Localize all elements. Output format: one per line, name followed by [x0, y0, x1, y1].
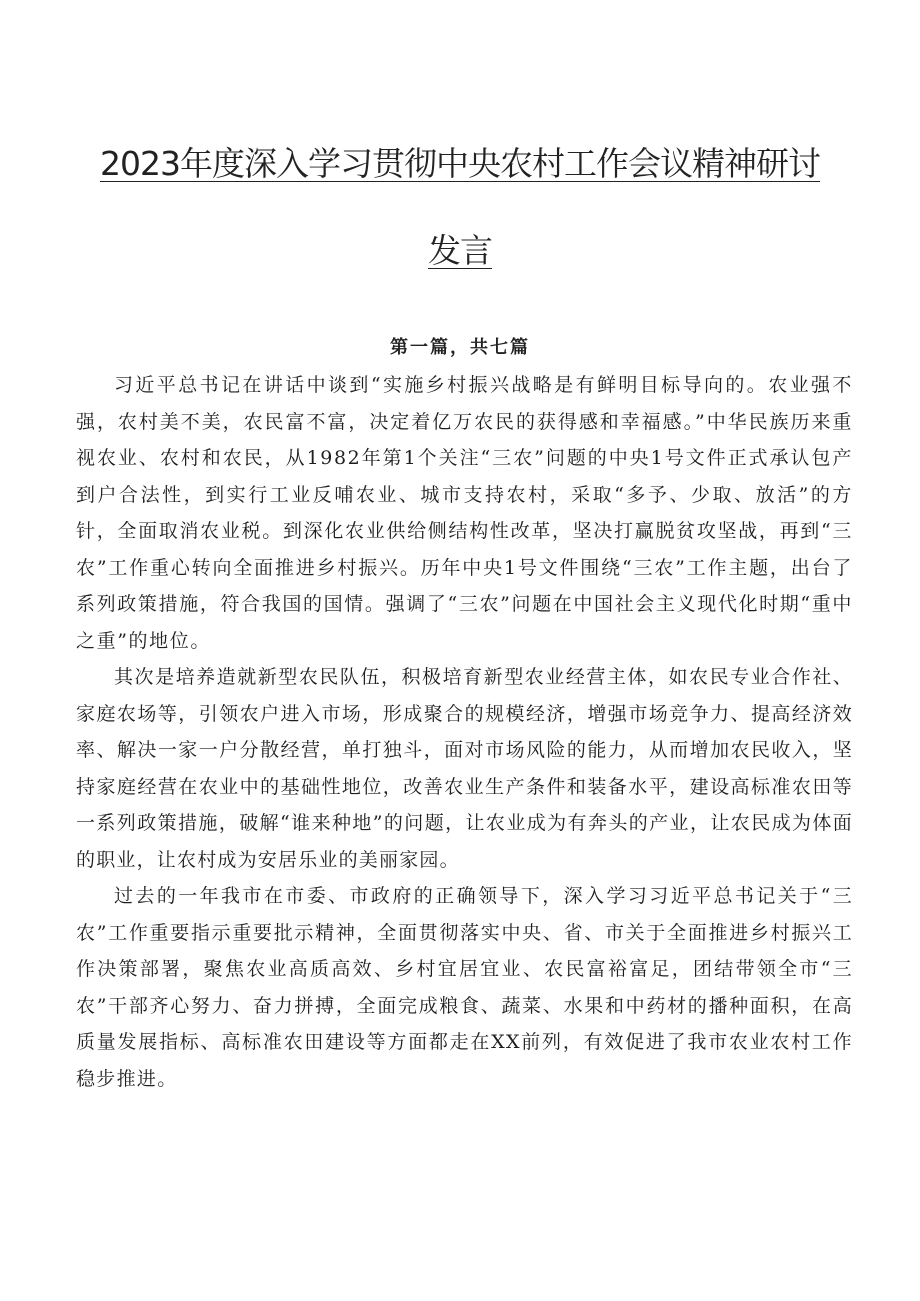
section-subheading: 第一篇，共七篇: [390, 337, 530, 358]
body-paragraph-3: 过去的一年我市在市委、市政府的正确领导下，深入学习习近平总书记关于“三农”工作重要指示重要批示精神，全面贯彻落实中央、省、市关于全面推进乡村振兴工作决策部署，聚焦农业高质高效、乡村宜居宜业、农民富裕富足，团结带领全市“三农”干部齐心努力、奋力拼搏，全面完成粮食、蔬菜、水果和中药材的播种面积，在高质量发展指标、高标准农田建设等方面都走在XX前列，有效促进了我市农业农村工作稳步推进。: [76, 885, 853, 1090]
document-title-line-1: 2023年度深入学习贯彻中央农村工作会议精神研讨: [100, 144, 820, 183]
body-paragraph-1: 习近平总书记在讲话中谈到“实施乡村振兴战略是有鲜明目标导向的。农业强不强，农村美不美，农民富不富，决定着亿万农民的获得感和幸福感。”中华民族历来重视农业、农村和农民，从1982年第1个关注“三农”问题的中央1号文件正式承认包产到户合法性，到实行工业反哺农业、城市支持农村，采取“多予、少取、放活”的方针，全面取消农业税。到深化农业供给侧结构性改革，坚决打赢脱贫攻坚战，再到“三农”工作重心转向全面推进乡村振兴。历年中央1号文件围绕“三农”工作主题，出台了系列政策措施，符合我国的国情。强调了“三农”问题在中国社会主义现代化时期“重中之重”的地位。: [76, 374, 853, 652]
body-paragraph-2: 其次是培养造就新型农民队伍，积极培育新型农业经营主体，如农民专业合作社、家庭农场等，引领农户进入市场，形成聚合的规模经济，增强市场竞争力、提高经济效率、解决一家一户分散经营，单打独斗，面对市场风险的能力，从而增加农民收入，坚持家庭经营在农业中的基础性地位，改善农业生产条件和装备水平，建设高标准农田等一系列政策措施，破解“谁来种地”的问题，让农业成为有奔头的产业，让农民成为体面的职业，让农村成为安居乐业的美丽家园。: [76, 666, 853, 871]
document-body: [76, 367, 853, 1097]
document-title-line-2: 发言: [428, 231, 492, 270]
